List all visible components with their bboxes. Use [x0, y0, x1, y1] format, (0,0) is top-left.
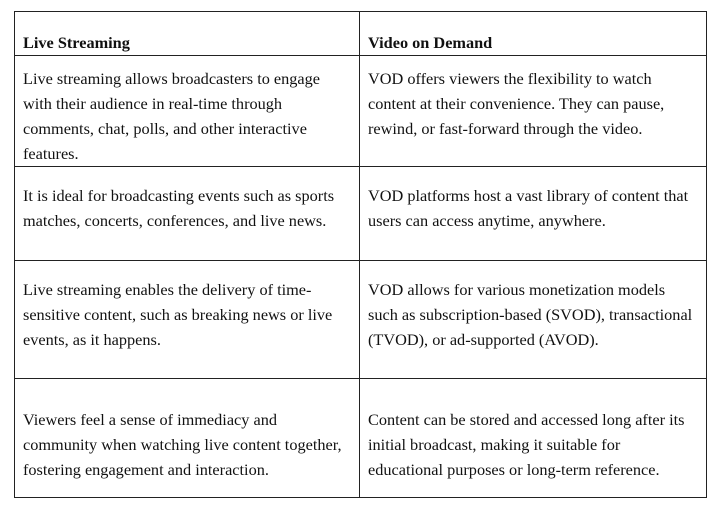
table-row: [15, 379, 707, 498]
table-row: [15, 167, 707, 261]
live-streaming-cell: Viewers feel a sense of immediacy and community when watching live content together, fostering engagement and interaction.: [15, 379, 360, 498]
comparison-table-container: [14, 11, 706, 498]
header-row: [15, 12, 707, 56]
live-streaming-cell: Live streaming enables the delivery of time-sensitive content, such as breaking news or live events, as it happens.: [15, 261, 360, 379]
live-streaming-cell: It is ideal for broadcasting events such as sports matches, concerts, conferences, and live news.: [15, 167, 360, 261]
header-video-on-demand: Video on Demand: [360, 12, 707, 56]
comparison-table: [14, 11, 707, 498]
table-row: [15, 56, 707, 167]
vod-cell: Content can be stored and accessed long after its initial broadcast, making it suitable for educational purposes or long-term reference.: [360, 379, 707, 498]
live-streaming-cell: Live streaming allows broadcasters to engage with their audience in real-time through comments, chat, polls, and other interactive features.: [15, 56, 360, 167]
header-live-streaming: Live Streaming: [15, 12, 360, 56]
vod-cell: VOD platforms host a vast library of content that users can access anytime, anywhere.: [360, 167, 707, 261]
vod-cell: VOD allows for various monetization models such as subscription-based (SVOD), transactional (TVOD), or ad-supported (AVOD).: [360, 261, 707, 379]
table-row: [15, 261, 707, 379]
vod-cell: VOD offers viewers the flexibility to watch content at their convenience. They can pause, rewind, or fast-forward through the video.: [360, 56, 707, 167]
